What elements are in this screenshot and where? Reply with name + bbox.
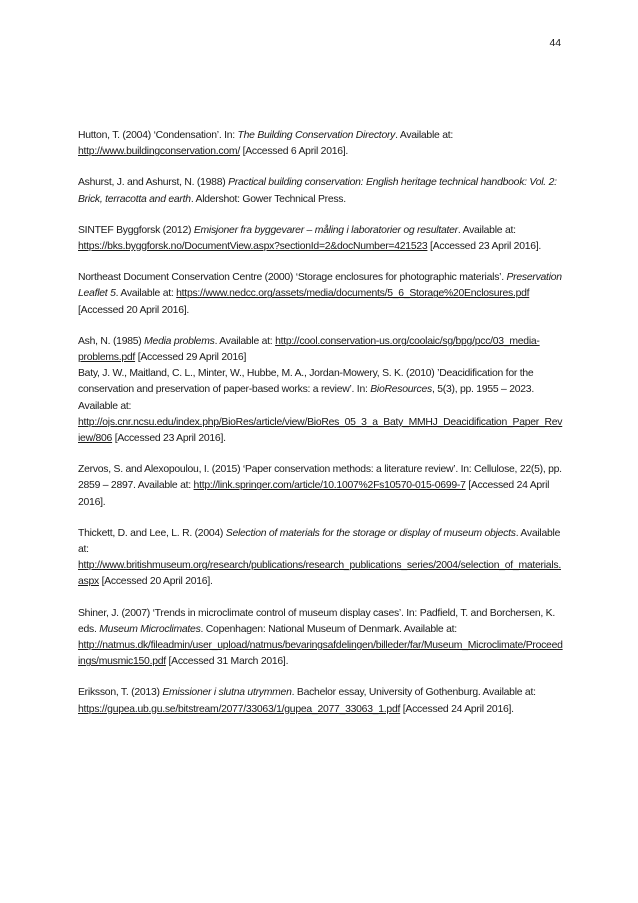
reference-text: . Available at: <box>115 288 177 300</box>
reference-title: BioResources <box>370 384 432 396</box>
reference-title: Emisjoner fra byggevarer – måling i laboratorier og resultater <box>193 224 458 236</box>
reference-text: Baty, J. W., Maitland, C. L., Minter, W., Hubbe, M. A., Jordan-Mowery, S. K. (2010) ’Deacidification for the conservation and preservation of paper-based works: a review’. In: <box>78 368 534 396</box>
reference-text: Shiner, J. (2007) ‘Trends in microclimate control of museum display cases’. In: Padfield, T. and Borchersen, K. eds. <box>78 607 556 635</box>
reference-text: [Accessed 24 April 2016]. <box>78 480 550 508</box>
reference-text: . Bachelor essay, University of Gothenburg. Available at: <box>291 687 536 699</box>
reference-eriksson <box>78 685 564 717</box>
reference-title: The Building Conservation Directory <box>237 130 396 141</box>
reference-text: [Accessed 29 April 2016] <box>135 352 247 364</box>
reference-text: [Accessed 23 April 2016]. <box>112 433 226 445</box>
page-number: 44 <box>549 37 561 49</box>
reference-link[interactable]: https://bks.byggforsk.no/DocumentView.aspx?sectionId=2&docNumber=421523 <box>78 241 428 253</box>
reference-text: . Available at: <box>214 335 276 347</box>
reference-sintef <box>78 223 564 255</box>
reference-text: SINTEF Byggforsk (2012) <box>78 224 194 236</box>
reference-title: Preservation Leaflet 5 <box>78 272 562 300</box>
reference-title: Selection of materials for the storage or display of museum objects <box>225 527 516 539</box>
reference-text: Ash, N. (1985) <box>78 335 145 347</box>
reference-text: [Accessed 23 April 2016]. <box>427 241 542 253</box>
reference-link[interactable]: http://www.buildingconservation.com/ <box>78 146 240 158</box>
reference-zervos <box>78 462 564 511</box>
reference-text: . Copenhagen: National Museum of Denmark. Available at: <box>200 623 457 635</box>
reference-shiner <box>78 606 564 671</box>
reference-link[interactable]: https://gupea.ub.gu.se/bitstream/2077/33063/1/gupea_2077_33063_1.pdf <box>78 703 401 715</box>
reference-ashurst <box>78 175 564 207</box>
reference-text: [Accessed 20 April 2016]. <box>78 304 190 316</box>
reference-title: Practical building conservation: English heritage technical handbook: Vol. 2: Brick, terracotta and earth <box>78 177 557 205</box>
reference-link[interactable]: http://www.britishmuseum.org/research/publications/research_publications_series/2004/selection_of_materials.aspx <box>78 560 561 588</box>
reference-title: Museum Microclimates <box>99 623 201 635</box>
reference-link[interactable]: http://cool.conservation-us.org/coolaic/sg/bpg/pcc/03_media-problems.pdf <box>78 335 540 364</box>
reference-text: [Accessed 24 April 2016]. <box>400 703 514 715</box>
reference-text: [Accessed 20 April 2016]. <box>98 576 213 588</box>
reference-link[interactable]: https://www.nedcc.org/assets/media/documents/5_6_Storage%20Enclosures.pdf <box>176 288 530 300</box>
reference-text: . Aldershot: Gower Technical Press. <box>190 193 346 205</box>
reference-text: Zervos, S. and Alexopoulou, I. (2015) ‘Paper conservation methods: a literature review’. In: Cellulose, 22(5), pp. 2859 – 2897. Available at: <box>78 464 562 492</box>
reference-text: Eriksson, T. (2013) <box>78 687 163 699</box>
reference-nedcc <box>78 270 564 319</box>
reference-title: Media problems <box>144 335 215 347</box>
reference-text: Hutton, T. (2004) ‘Condensation’. In: <box>78 130 238 141</box>
reference-hutton <box>78 128 564 160</box>
reference-text: [Accessed 6 April 2016]. <box>239 146 349 158</box>
reference-text: Ashurst, J. and Ashurst, N. (1988) <box>78 177 229 189</box>
reference-link[interactable]: http://ojs.cnr.ncsu.edu/index.php/BioRes/article/view/BioRes_05_3_a_Baty_MMHJ_Deacidification_Paper_Review/806 <box>78 416 563 445</box>
reference-ash <box>78 334 564 366</box>
reference-link[interactable]: http://natmus.dk/fileadmin/user_upload/natmus/bevaringsafdelingen/billeder/far/Museum_Microclimate/Proceedings/musmic150.pdf <box>78 640 563 668</box>
reference-text: Northeast Document Conservation Centre (2000) ‘Storage enclosures for photographic materials’. <box>78 272 507 284</box>
reference-thickett <box>78 526 564 591</box>
reference-text: . Available at: <box>395 130 453 141</box>
reference-text: . Available at: <box>457 224 516 236</box>
reference-text: . Available at: <box>78 527 561 556</box>
reference-link[interactable]: http://link.springer.com/article/10.1007%2Fs10570-015-0699-7 <box>193 480 466 492</box>
reference-text: , 5(3), pp. 1955 – 2023. Available at: <box>78 384 534 412</box>
reference-baty <box>78 366 564 447</box>
reference-text: [Accessed 31 March 2016]. <box>165 656 289 668</box>
reference-text: Thickett, D. and Lee, L. R. (2004) <box>78 527 226 539</box>
reference-list <box>78 128 564 733</box>
reference-title: Emissioner i slutna utrymmen <box>162 687 292 699</box>
